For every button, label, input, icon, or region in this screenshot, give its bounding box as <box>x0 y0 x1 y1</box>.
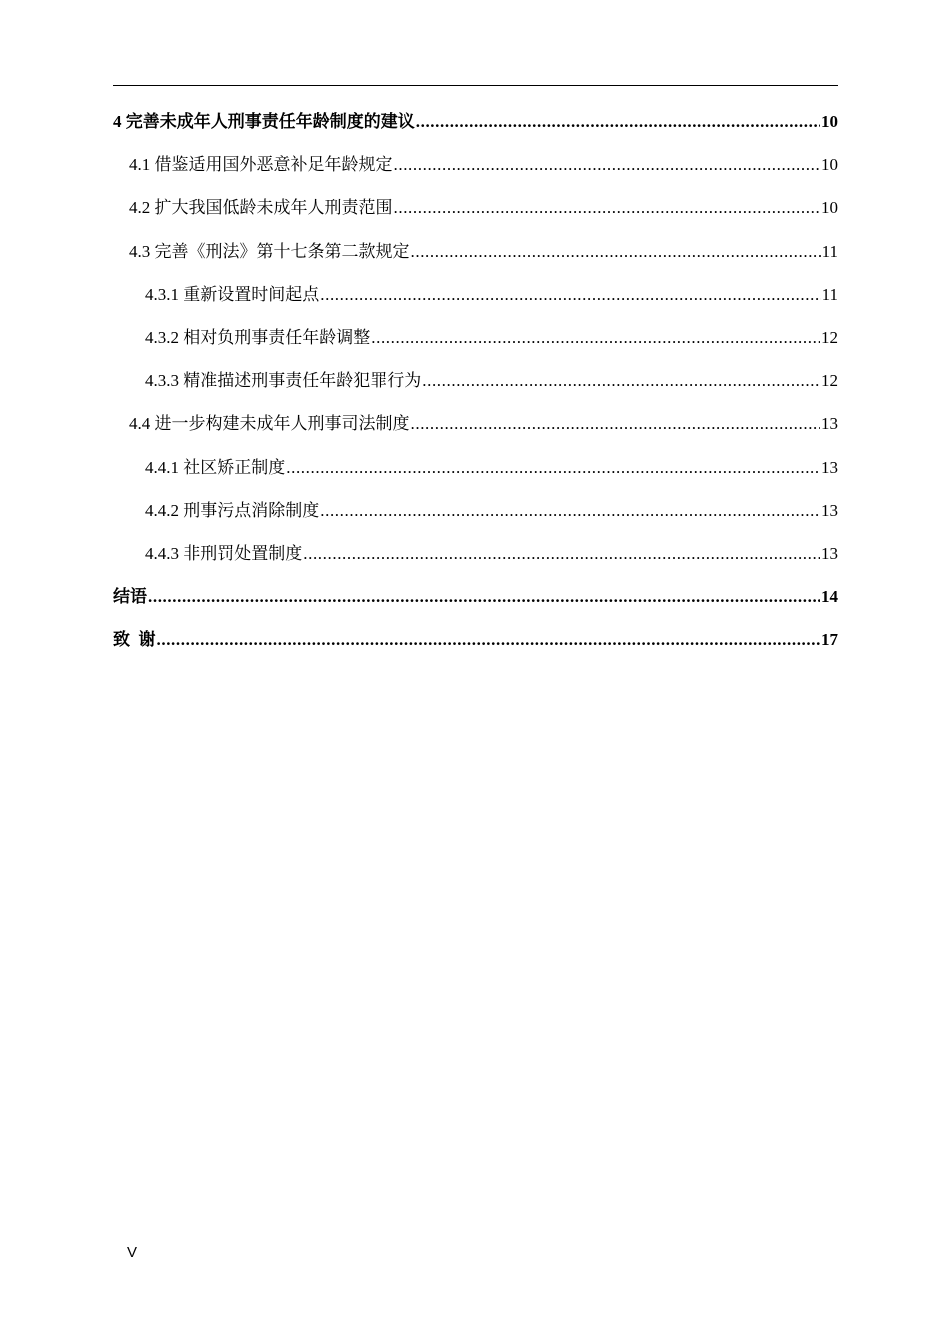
toc-leader-dots <box>303 539 820 569</box>
toc-entry-page: 13 <box>821 543 838 563</box>
toc-leader-dots <box>411 409 821 439</box>
toc-leader-dots <box>148 582 820 612</box>
toc-entry-title: 4.3 完善《刑法》第十七条第二款规定 <box>129 241 410 261</box>
toc-entry[interactable] <box>113 582 838 625</box>
toc-entry[interactable] <box>113 453 838 496</box>
toc-entry-title: 4.4.3 非刑罚处置制度 <box>145 543 303 563</box>
toc-entry-title: 4 完善未成年人刑事责任年龄制度的建议 <box>113 112 415 131</box>
toc-entry-page: 13 <box>821 457 838 477</box>
toc-entry[interactable] <box>113 366 838 409</box>
toc-entry[interactable] <box>113 625 838 668</box>
toc-entry[interactable] <box>113 150 838 193</box>
toc-entry-title: 4.2 扩大我国低龄未成年人刑责范围 <box>129 198 393 218</box>
toc-entry-page: 14 <box>821 587 838 607</box>
toc-leader-dots <box>394 193 821 223</box>
table-of-contents <box>113 107 838 668</box>
toc-entry[interactable] <box>113 107 838 150</box>
toc-entry-page: 10 <box>821 112 838 131</box>
toc-entry[interactable] <box>113 323 838 366</box>
toc-entry[interactable] <box>113 539 838 582</box>
toc-entry-page: 13 <box>821 414 838 434</box>
toc-leader-dots <box>371 323 820 353</box>
toc-entry-page: 10 <box>821 155 838 175</box>
toc-entry-page: 12 <box>821 371 838 391</box>
toc-leader-dots <box>320 280 820 310</box>
toc-entry-title: 致 谢 <box>113 630 156 650</box>
toc-entry-title: 4.1 借鉴适用国外恶意补足年龄规定 <box>129 155 393 175</box>
toc-entry-title: 4.3.3 精准描述刑事责任年龄犯罪行为 <box>145 371 422 391</box>
toc-entry[interactable] <box>113 496 838 539</box>
toc-entry-page: 10 <box>821 198 838 218</box>
toc-leader-dots <box>157 625 821 655</box>
toc-entry-title: 4.4 进一步构建未成年人刑事司法制度 <box>129 414 410 434</box>
toc-entry-page: 11 <box>821 284 838 304</box>
toc-leader-dots <box>320 496 820 526</box>
toc-entry[interactable] <box>113 237 838 280</box>
toc-leader-dots <box>416 107 820 137</box>
header-rule <box>113 85 838 86</box>
toc-entry[interactable] <box>113 280 838 323</box>
toc-entry-page: 12 <box>821 327 838 347</box>
footer-page-number: V <box>127 1244 138 1261</box>
toc-entry-title: 4.4.2 刑事污点消除制度 <box>145 500 320 520</box>
toc-leader-dots <box>286 453 820 483</box>
toc-entry[interactable] <box>113 193 838 236</box>
toc-entry-page: 17 <box>821 630 838 650</box>
toc-entry-title: 4.3.2 相对负刑事责任年龄调整 <box>145 327 371 347</box>
toc-entry-title: 4.4.1 社区矫正制度 <box>145 457 286 477</box>
toc-entry[interactable] <box>113 409 838 452</box>
toc-leader-dots <box>394 150 821 180</box>
toc-leader-dots <box>411 237 821 267</box>
toc-entry-page: 13 <box>821 500 838 520</box>
toc-entry-title: 结语 <box>113 587 147 607</box>
toc-leader-dots <box>422 366 820 396</box>
toc-entry-page: 11 <box>821 241 838 261</box>
toc-entry-title: 4.3.1 重新设置时间起点 <box>145 284 320 304</box>
